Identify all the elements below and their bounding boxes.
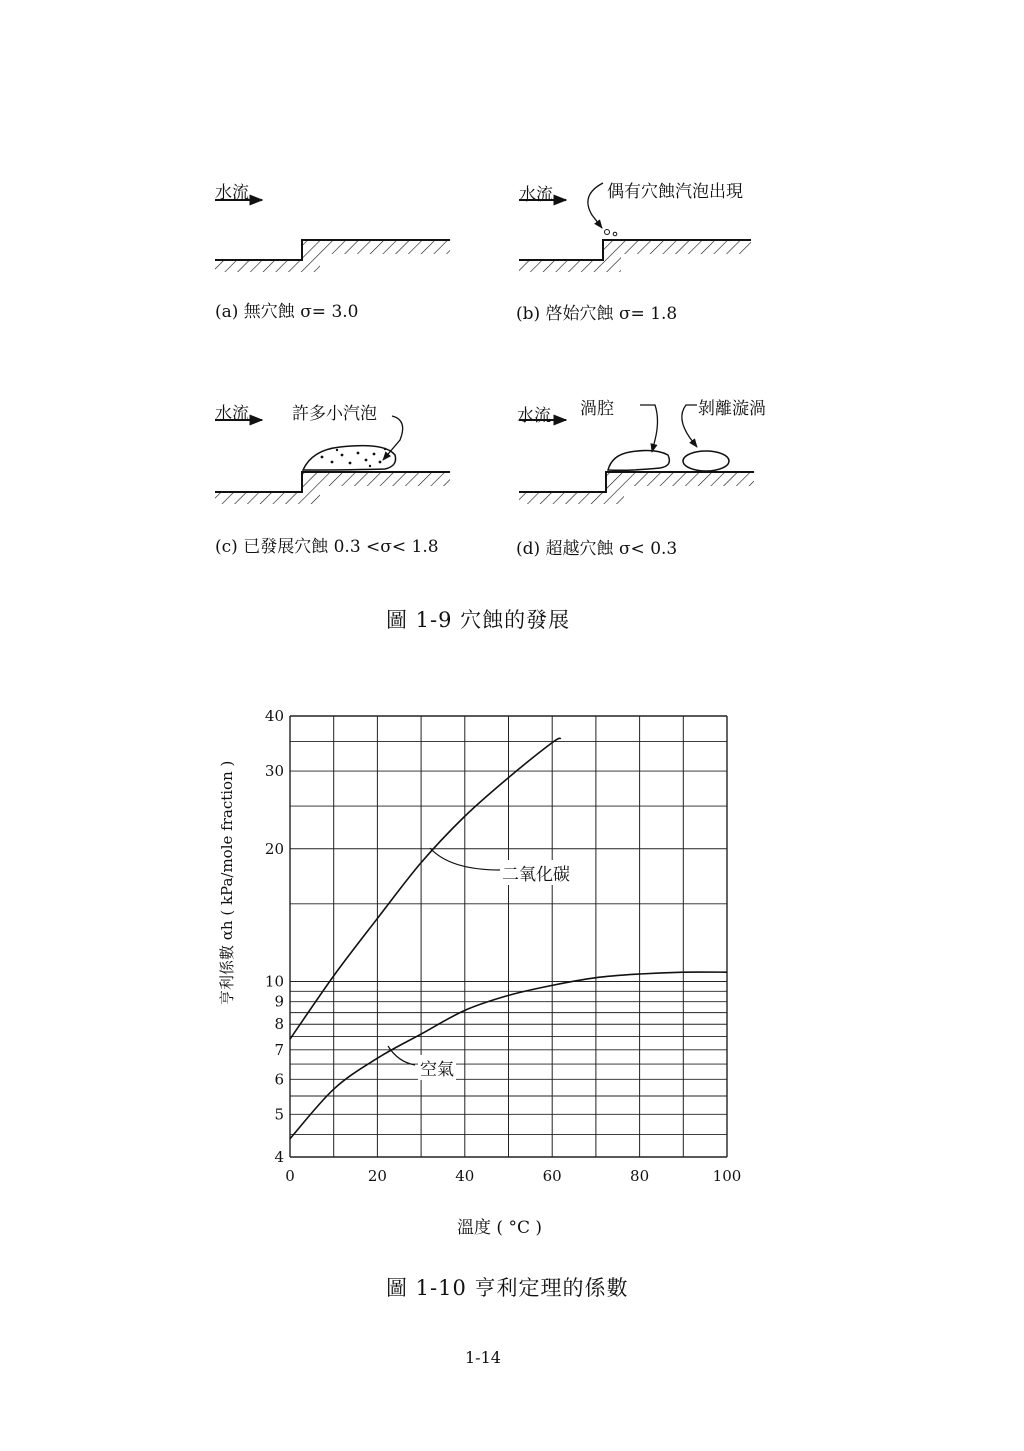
- y-tick-label: 7: [274, 1040, 284, 1059]
- x-axis-label: 溫度 ( °C ): [457, 1218, 542, 1238]
- panel-d-step: [519, 405, 754, 504]
- henry-coefficient-chart: [0, 690, 1024, 1250]
- x-tick-label: 40: [455, 1167, 475, 1185]
- x-tick-label: 80: [630, 1167, 650, 1185]
- panel-d-note-vortex: 剝離漩渦: [698, 399, 766, 419]
- panel-c-flow-label: 水流: [215, 404, 249, 424]
- figure-1-9-caption: 圖 1-9 穴蝕的發展: [386, 608, 571, 632]
- y-axis-label: 亨利係數 αh ( kPa/mole fraction ): [218, 760, 236, 1005]
- panel-b-caption: (b) 啓始穴蝕 σ= 1.8: [516, 304, 678, 324]
- x-tick-label: 60: [542, 1167, 562, 1185]
- y-tick-label: 5: [274, 1105, 284, 1124]
- y-tick-label: 40: [264, 707, 284, 725]
- co2-curve-label: 二氧化碳: [500, 860, 572, 885]
- y-tick-label: 10: [264, 972, 284, 991]
- panel-c-caption: (c) 已發展穴蝕 0.3 <σ< 1.8: [215, 537, 439, 557]
- page-number: 1-14: [465, 1348, 501, 1367]
- x-tick-label: 0: [285, 1167, 295, 1185]
- x-tick-label: 100: [712, 1167, 742, 1185]
- panel-d-caption: (d) 超越穴蝕 σ< 0.3: [516, 539, 678, 559]
- x-tick-label: 20: [367, 1167, 387, 1185]
- y-tick-label: 4: [274, 1148, 284, 1166]
- figure-1-10-caption: 圖 1-10 亨利定理的係數: [386, 1276, 629, 1300]
- panel-b-note: 偶有穴蝕汽泡出現: [607, 182, 743, 202]
- panel-d-note-cavity: 渦腔: [580, 399, 614, 419]
- y-tick-label: 6: [274, 1070, 284, 1089]
- air-curve-label: 空氣: [418, 1055, 456, 1080]
- y-tick-label: 20: [264, 839, 284, 858]
- y-tick-label: 9: [274, 992, 284, 1011]
- panel-b-flow-label: 水流: [519, 185, 553, 205]
- panel-c-note: 許多小汽泡: [292, 404, 377, 424]
- panel-a-caption: (a) 無穴蝕 σ= 3.0: [215, 302, 359, 322]
- panel-a-step: [215, 200, 450, 272]
- panel-a-flow-label: 水流: [215, 183, 249, 203]
- panel-c-step: [215, 416, 450, 504]
- fig19-drawings: [0, 0, 1024, 600]
- panel-d-flow-label: 水流: [517, 406, 551, 426]
- y-tick-label: 30: [264, 762, 284, 781]
- chart-grid: [290, 716, 727, 1157]
- y-tick-label: 8: [274, 1015, 284, 1034]
- co2-curve: [290, 738, 561, 1039]
- chart-ticks: [265, 707, 741, 1185]
